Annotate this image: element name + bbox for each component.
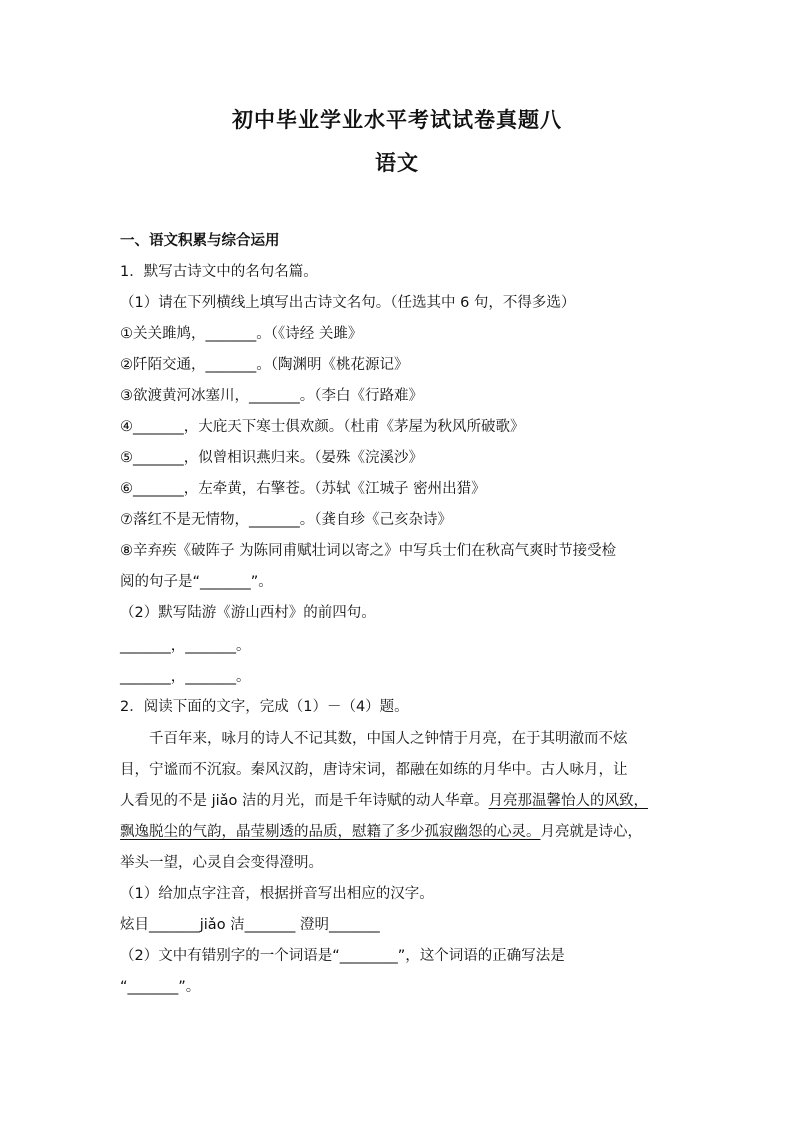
passage-line-2: 目，宁谧而不沉寂。秦风汉韵，唐诗宋词，都融在如练的月华中。古人咏月，让 <box>120 762 628 778</box>
poem-item-8-line-1: ⑧辛弃疾《破阵子 为陈同甫赋壮词以寄之》中写兵士们在秋高气爽时节接受检 <box>120 543 617 559</box>
passage-line-3-text: 人看见的不是 jiǎo 洁的月光，而是千年诗赋的动人华章。 <box>120 793 489 809</box>
passage-line-3 <box>120 789 648 810</box>
passage-line-1: 千百年来，咏月的诗人不记其数，中国人之钟情于月亮，在于其明澈而不炫 <box>149 731 628 747</box>
question-1-part-1-prompt: （1）请在下列横线上填写出古诗文名句。（任选其中 6 句，不得多选） <box>120 295 576 311</box>
poem-item-6: ⑥_______，左牵黄，右擎苍。（苏轼《江城子 密州出猎》 <box>120 481 486 497</box>
answer-blank-line-1: _______，_______。 <box>120 638 251 654</box>
poem-item-2: ②阡陌交通，_______。（陶渊明《桃花源记》 <box>120 357 409 373</box>
passage-underlined-sentence-end: 飘逸脱尘的气韵，晶莹剔透的品质，慰籍了多少孤寂幽怨的心灵。 <box>120 824 541 840</box>
passage-line-5: 举头一望，心灵自会变得澄明。 <box>120 855 323 871</box>
question-2-sub-2-line-1: （2）文中有错别字的一个词语是“________”，这个词语的正确写法是 <box>120 948 565 964</box>
question-1-part-2-prompt: （2）默写陆游《游山西村》的前四句。 <box>120 605 376 621</box>
subject-title: 语文 <box>375 151 419 175</box>
poem-item-4: ④_______，大庇天下寒士俱欢颜。（杜甫《茅屋为秋风所破歌》 <box>120 419 525 435</box>
poem-item-5: ⑤_______，似曾相识燕归来。（晏殊《浣溪沙》 <box>120 450 423 466</box>
question-2-stem: 2．阅读下面的文字，完成（1）－（4）题。 <box>120 699 409 715</box>
poem-item-3: ③欲渡黄河冰塞川，_______。（李白《行路难》 <box>120 388 423 404</box>
section-heading: 一、语文积累与综合运用 <box>120 233 280 249</box>
question-2-sub-1-answers: 炫目_______jiǎo 洁_______ 澄明_______ <box>120 917 380 933</box>
poem-item-7: ⑦落红不是无情物，_______。（龚自珍《己亥杂诗》 <box>120 512 452 528</box>
poem-item-8-line-2: 阅的句子是“_______”。 <box>120 574 273 590</box>
exam-title: 初中毕业学业水平考试试卷真题八 <box>232 108 562 132</box>
poem-item-1: ①关关雎鸠，_______。（《诗经 关雎》 <box>120 326 363 342</box>
passage-underlined-sentence-start: 月亮那温馨怡人的风致， <box>488 793 649 809</box>
passage-line-4-text: 月亮就是诗心， <box>540 824 642 840</box>
answer-blank-line-2: _______，_______。 <box>120 669 251 685</box>
question-2-sub-2-line-2: “_______”。 <box>120 979 201 995</box>
passage-line-4 <box>120 820 642 841</box>
question-1-stem: 1．默写古诗文中的名句名篇。 <box>120 264 318 280</box>
question-2-sub-1-prompt: （1）给加点字注音，根据拼音写出相应的汉字。 <box>120 886 434 902</box>
